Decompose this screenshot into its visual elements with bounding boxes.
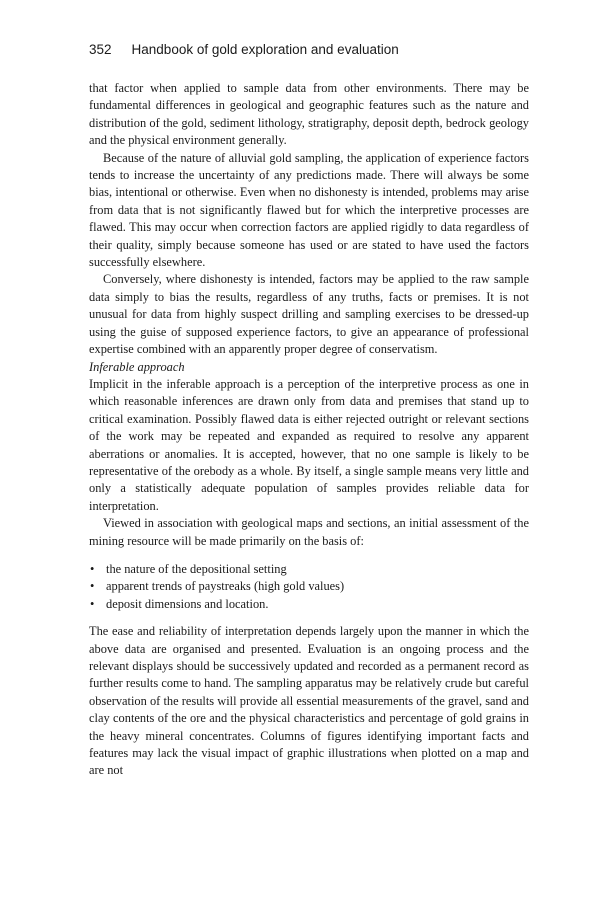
bullet-icon: • bbox=[90, 596, 95, 611]
running-header bbox=[89, 42, 529, 57]
paragraph-continuation: that factor when applied to sample data from other environments. There may be fundamental differences in geological and geographic features such as the nature and distribution of the gold, sediment lithology, stratigraphy, deposit depth, bedrock geology and the physical environment generally. bbox=[89, 81, 529, 148]
page-number: 352 bbox=[89, 42, 112, 57]
paragraph-dishonesty: Conversely, where dishonesty is intended, factors may be applied to the raw sample data simply to bias the results, regardless of any truths, facts or premises. It is not unusual for data from highly suspect drilling and sampling exercises to be dressed-up using the guise of supposed experience factors, to give an appearance of professional expertise combined with an apparently proper degree of conservatism. bbox=[89, 272, 529, 357]
paragraph-initial-assessment: Viewed in association with geological maps and sections, an initial assessment of the mining resource will be made primarily on the basis of: bbox=[89, 516, 529, 548]
bullet-item bbox=[89, 561, 529, 578]
paragraph-interpretation: The ease and reliability of interpretation depends largely upon the manner in which the above data are organised and presented. Evaluation is an ongoing process and the relevant displays should be successively updated and recorded as a permanent record as further results come to hand. The sampling apparatus may be relatively crude but careful observation of the results will provide all essential measurements of the gravel, sand and clay contents of the ore and the physical characteristics and percentage of gold grains in the heavy mineral concentrates. Columns of figures identifying important facts and features may lack the visual impact of graphic illustrations when plotted on a map and are not bbox=[89, 624, 529, 778]
bullet-icon: • bbox=[90, 561, 95, 576]
section-heading: Inferable approach bbox=[89, 359, 185, 374]
bullet-icon: • bbox=[90, 579, 95, 594]
bullet-item bbox=[89, 596, 529, 613]
paragraph-inferable-approach: Implicit in the inferable approach is a perception of the interpretive process as one in which reasonable inferences are drawn only from data and premises that stand up to critical examination. Possibly flawed data is either rejected outright or relevant sections of the work may be repeated and expanded as required to resolve any apparent aberrations or anomalies. It is accepted, however, that no one sample is likely to be representative of the orebody as a whole. By itself, a single sample means very little and only a statistically adequate population of samples provides reliable data for interpretation. bbox=[89, 376, 529, 513]
bullet-list bbox=[89, 561, 529, 613]
bullet-text: apparent trends of paystreaks (high gold values) bbox=[106, 579, 345, 594]
bullet-text: deposit dimensions and location. bbox=[106, 596, 269, 611]
book-title: Handbook of gold exploration and evaluation bbox=[131, 42, 399, 57]
bullet-text: the nature of the depositional setting bbox=[106, 561, 287, 576]
bullet-item bbox=[89, 578, 529, 595]
body-text bbox=[89, 80, 529, 780]
paragraph-experience-factors: Because of the nature of alluvial gold sampling, the application of experience factors tends to increase the uncertainty of any predictions made. There will always be some bias, intentional or otherwise. Even when no dishonesty is intended, problems may arise from data that is not significantly flawed but for which the interpretive processes are flawed. This may occur when correction factors are applied rigidly to data regardless of their quality, simply because someone has used or are stated to have used the factors successfully elsewhere. bbox=[89, 150, 529, 270]
